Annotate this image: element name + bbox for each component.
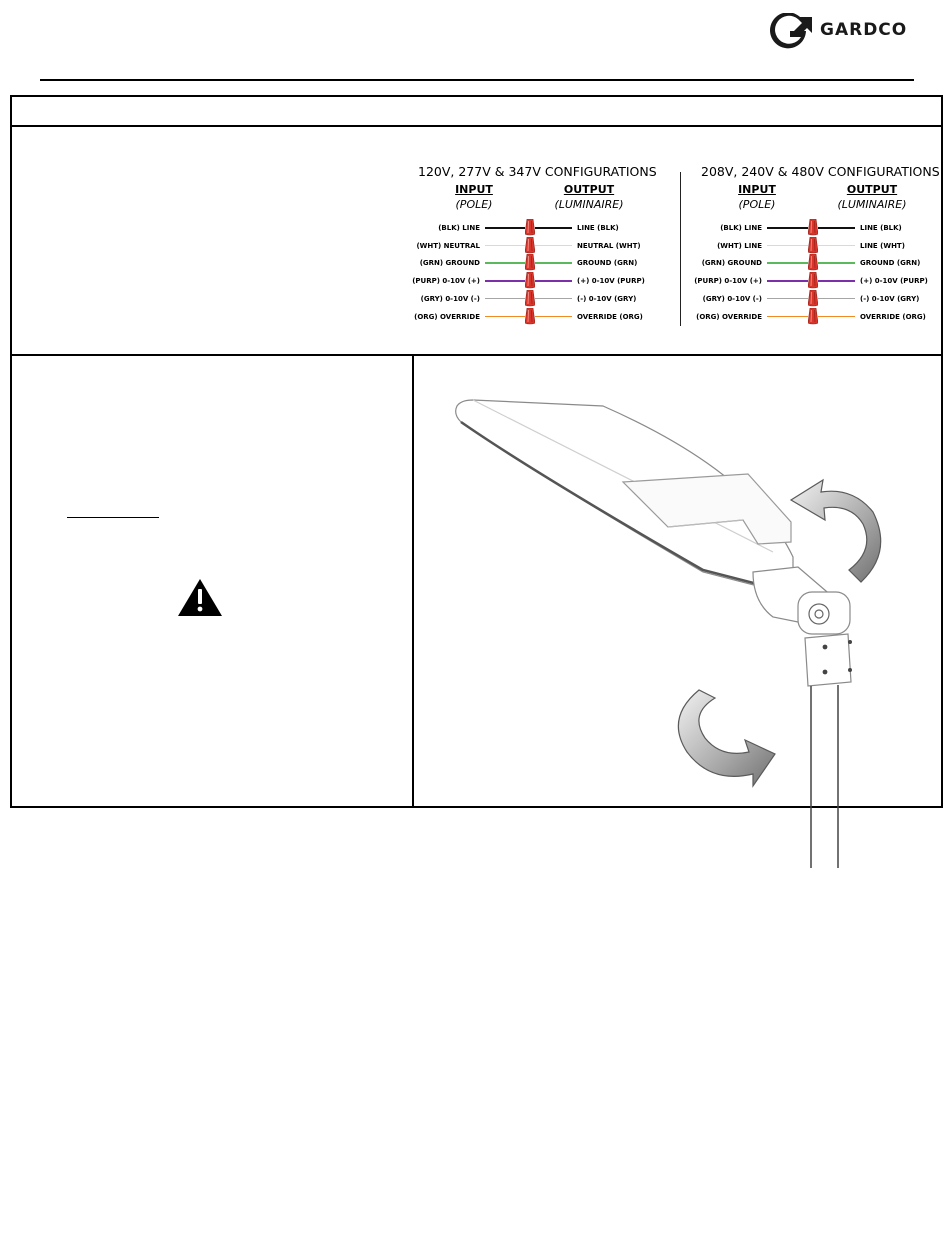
- rotation-arrow-upper: [791, 480, 881, 582]
- wire-input-label: (GRY) 0-10V (-): [702, 294, 762, 303]
- wire-input-label: (WHT) LINE: [717, 241, 762, 250]
- wire-output-label: LINE (BLK): [860, 224, 902, 232]
- wire-output-label: (+) 0-10V (PURP): [577, 277, 645, 286]
- wire-input-line: [767, 262, 808, 264]
- wire-nut-icon: [808, 237, 818, 254]
- luminaire-knuckle: [753, 567, 850, 634]
- luminaire-rotation-illustration: [453, 392, 923, 872]
- wire-output-label: OVERRIDE (ORG): [577, 312, 643, 321]
- instruction-table: [10, 95, 943, 808]
- table-row-divider: [12, 354, 941, 356]
- wire-output-line: [818, 245, 855, 247]
- wire-input-label: (GRN) GROUND: [701, 259, 762, 268]
- wire-output-label: OVERRIDE (ORG): [860, 312, 926, 321]
- right-config-title: 208V, 240V & 480V CONFIGURATIONS: [701, 164, 940, 179]
- wire-input-label: (BLK) LINE: [720, 224, 762, 232]
- wire-output-line: [818, 262, 855, 264]
- wire-output-label: (-) 0-10V (GRY): [860, 294, 920, 303]
- wire-input-line: [767, 245, 808, 247]
- wire-output-line: [818, 316, 855, 318]
- wire-input-label: (PURP) 0-10V (+): [694, 277, 762, 286]
- right-input-label: INPUT: [738, 183, 776, 196]
- wire-output-label: GROUND (GRN): [860, 259, 921, 268]
- left-input-sub: (POLE): [455, 198, 493, 211]
- wire-nut-icon: [808, 254, 818, 271]
- left-output-sub: (LUMINAIRE): [554, 198, 624, 211]
- pole-adaptor: [805, 634, 852, 686]
- wire-output-label: NEUTRAL (WHT): [577, 241, 641, 250]
- wire-row: [12, 256, 941, 270]
- header-rule: [40, 79, 914, 81]
- wire-output-line: [818, 298, 855, 300]
- rotation-arrow-lower: [678, 690, 775, 786]
- wire-input-label: (ORG) OVERRIDE: [414, 312, 480, 321]
- wire-input-label: (GRY) 0-10V (-): [420, 294, 480, 303]
- wire-nut-icon: [808, 308, 818, 325]
- wire-output-line: [818, 280, 855, 282]
- logo-text: GARDCO: [820, 20, 908, 40]
- gardco-logo: [768, 13, 908, 49]
- wire-row: [12, 310, 941, 324]
- wire-output-label: LINE (WHT): [860, 241, 905, 250]
- wire-row: [12, 274, 941, 288]
- wire-input-label: (BLK) LINE: [438, 224, 480, 232]
- link-underline: [67, 517, 159, 518]
- left-output-label: OUTPUT: [563, 183, 615, 196]
- wire-output-label: (-) 0-10V (GRY): [577, 294, 637, 303]
- table-row-divider: [12, 125, 941, 127]
- warning-triangle-icon: [177, 577, 223, 617]
- wire-input-label: (GRN) GROUND: [419, 259, 480, 268]
- wire-input-label: (PURP) 0-10V (+): [412, 277, 480, 286]
- wire-output-line: [818, 227, 855, 229]
- wire-row: [12, 239, 941, 253]
- wire-output-label: GROUND (GRN): [577, 259, 638, 268]
- gardco-g-arrow-icon: [768, 13, 816, 49]
- right-input-sub: (POLE): [738, 198, 776, 211]
- wire-input-label: (WHT) NEUTRAL: [416, 241, 480, 250]
- wire-row: [12, 292, 941, 306]
- right-output-label: OUTPUT: [846, 183, 898, 196]
- left-config-title: 120V, 277V & 347V CONFIGURATIONS: [418, 164, 657, 179]
- pole: [811, 685, 838, 868]
- left-input-label: INPUT: [455, 183, 493, 196]
- wire-input-line: [767, 316, 808, 318]
- wire-nut-icon: [808, 219, 818, 236]
- luminaire-head: [456, 400, 793, 590]
- wire-input-line: [767, 280, 808, 282]
- right-output-sub: (LUMINAIRE): [837, 198, 907, 211]
- table-column-divider: [412, 355, 414, 806]
- wire-input-label: (ORG) OVERRIDE: [696, 312, 762, 321]
- wire-output-label: (+) 0-10V (PURP): [860, 277, 928, 286]
- wire-nut-icon: [808, 290, 818, 307]
- wire-input-line: [767, 298, 808, 300]
- wire-nut-icon: [808, 272, 818, 289]
- wire-output-label: LINE (BLK): [577, 224, 619, 232]
- wire-row: [12, 221, 941, 235]
- wire-input-line: [767, 227, 808, 229]
